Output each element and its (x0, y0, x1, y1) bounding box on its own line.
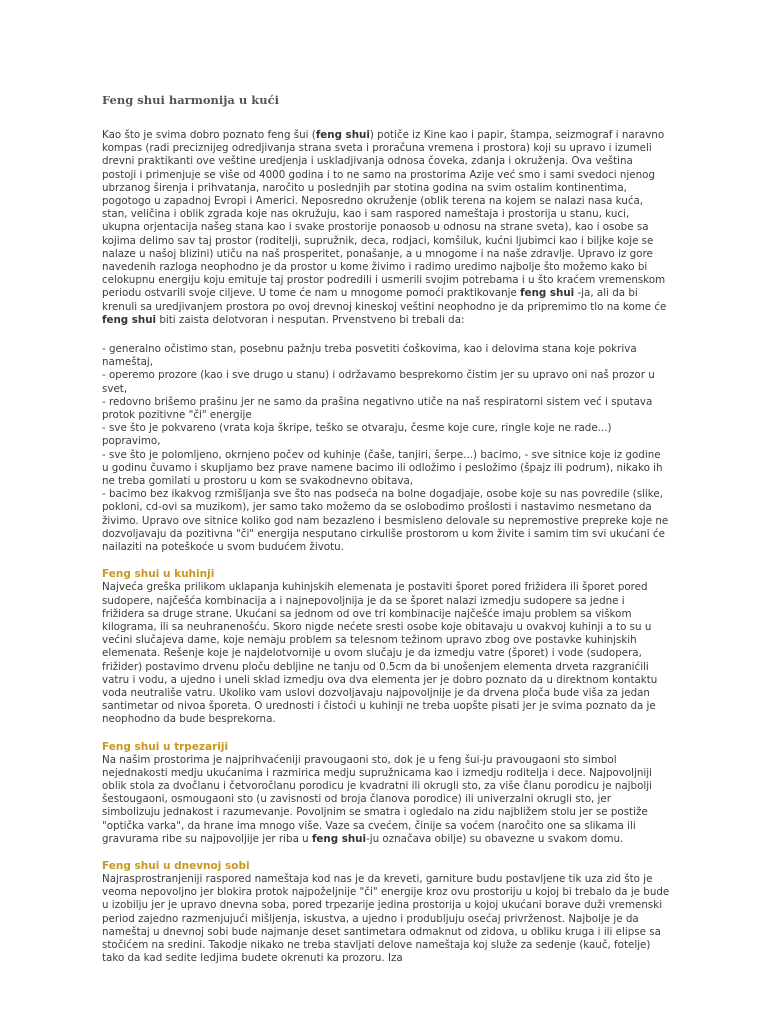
intro-bold-3: feng shui (102, 313, 157, 326)
list-item: - operemo prozore (kao i sve drugo u stanu) i održavamo besprekorno čistim jer su upravo oni naš prozor u svet, (102, 369, 655, 395)
list-item: - bacimo bez ikakvog rzmišljanja sve što nas podseća na bolne dogadjaje, osobe koje su nas povredile (slike, pokloni, cd-ovi sa muzikom), jer samo tako možemo da se oslobodimo prošlosti i nastavimo nesmetano da živimo. Upravo ove sitnice koliko god nam bezazleno i besmisleno delovale su nepremostive prepreke koje ne dozvoljavaju da pozitivna "či" energija nesputano cirkuliše prostorom u kom živite i samim tim svi ukućani će nailaziti na poteškoće u svom budućem životu. (102, 488, 669, 554)
dining-text-1: Na našim prostorima je najprihvaćeniji pravougaoni sto, dok je u feng šui-ju pravougaoni sto simbol nejednakosti medju ukućanima i razmirica medju supružnicama kao i izmedju roditelja i dece. Najpovoljniji oblik stola za dvočlanu i četvoročlanu porodicu je kvadratni ili okrugli sto, za više članu porodicu je najbolji šestougaoni, osmougaoni sto (u zavisnosti od broja članova porodice) ili univerzalni okrugli sto, jer simbolizuju jednakost i razumevanje. Povoljnim se smatra i ogledalo na zidu najbližem stolu jer se postiže "optička varka", da hrane ima mnogo više. Vaze sa cvećem, činije sa voćem (naročito one sa slikama ili gravurama ribe su najpovoljije jer riba u (102, 753, 653, 845)
intro-text-4: biti zaista delotvoran i nesputan. Prvenstveno bi trebali da: (156, 313, 465, 326)
intro-bold-1: feng shui (315, 129, 370, 141)
section-body-dining (102, 754, 670, 846)
intro-text-1: Kao što je svima dobro poznato feng šui ( (102, 129, 316, 141)
section-heading-living-room: Feng shui u dnevnoj sobi (102, 859, 250, 872)
list-item: - sve što je pokvareno (vrata koja škripe, teško se otvaraju, česme koje cure, ringle koje ne rade...) popravimo, (102, 422, 612, 448)
list-item: - redovno brišemo prašinu jer ne samo da prašina negativno utiče na naš respiratorni sistem već i sputava protok pozitivne "či" energije (102, 395, 653, 422)
section-body-living-room: Najrasprostranjeniji raspored nameštaja kod nas je da kreveti, garniture budu postavljene tik uza zid što je veoma nepovoljno jer blokira protok najpoželjnije "či" energije kroz ovu prostoriju u kojoj bi trebalo da je bude u izobilju jer je upravo dnevna soba, pored trpezarije jedina prostorija u kojoj ukućani borave duži vremenski period zajedno razmenjujući mišljenja, iskustva, a ujedno i produbljuju osećaj privrženost. Najbolje je da nameštaj u dnevnoj sobi bude najmanje deset santimetara odmaknut od zidova, u obliku kruga i ili elipse sa stočićem na sredini. Takodje nikako ne treba stavljati delove nameštaja koj služe za sedenje (kauč, fotelje) tako da kad sedite ledjima budete okrenuti ka prozoru. Iza (102, 872, 670, 965)
list-item: - generalno očistimo stan, posebnu pažnju treba posvetiti ćoškovima, kao i delovima stana koje pokriva nameštaj, (102, 343, 637, 369)
section-heading-dining: Feng shui u trpezariji (102, 740, 229, 753)
section-heading-kitchen: Feng shui u kuhinji (102, 568, 215, 581)
section-body-kitchen: Najveća greška prilikom uklapanja kuhinjskih elemenata je postaviti šporet pored frižidera ili šporet pored sudopere, najčešća kombinacija a i najnepovoljnija je da se šporet nalazi izmedju sudopere sa jedne i frižidera sa druge strane. Ukućani sa jednom od ove tri kombinacije najčešće imaju problem sa viškom kilograma, ili sa neuhranenošću. Skoro nigde nećete sresti osobe koje obitavaju u ovakvoj kuhinji a to su u većini slučajeva dame, koje nemaju problem sa telesnom težinom upravo zbog ove postavke kuhinjskih elemenata. Rešenje koje je najdelotvornije u ovom slučaju je da izmedju vatre (šporet) i vode (sudopera, frižider) postavimo drvenu ploču debljine ne tanju od 0.5cm da bi unošenjem elementa drveta razgranićili vatru i vodu, a ujedno i uneli sklad izmedju ova dva elementa jer je dobro poznato da u direktnom kontaktu voda neutrališe vatru. Ukoliko vam uslovi dozvoljavaju najpovoljnije je da drvena ploča bude viša za jedan santimetar od nivoa šporeta. O urednosti i čistoći u kuhinji ne treba uopšte pisati jer je svima poznato da je neophodno da bude besprekorna. (102, 581, 658, 726)
list-item: - sve što je polomljeno, okrnjeno počev od kuhinje (čaše, tanjiri, šerpe...) bacimo, - sve sitnice koje iz godine u godinu čuvamo i skupljamo bez prave namene bacimo ili odložimo i pesložimo (špajz ili podrum), nikako ih ne treba gomilati u prostoru u kom se svakodnevno obitava, (102, 448, 663, 488)
cleaning-list (102, 343, 670, 554)
document-title: Feng shui harmonija u kući (102, 93, 279, 107)
dining-text-2: -ju označava obilje) su obavezne u svakom domu. (366, 832, 624, 845)
intro-paragraph (102, 129, 670, 327)
dining-bold: feng shui (311, 832, 367, 845)
intro-text-2: ) potiče iz Kine kao i papir, štampa, seizmograf i naravno kompas (radi preciznijeg odredjivanja strana sveta i proračuna vremena i prostora) koji su upravo i izumeli drevni praktikanti ove veštine uredjenja i uskladjivanja odnosa čoveka, zdanja i okruženja. Ova veština postoji i primenjuje se više od 4000 godina i to ne samo na prostorima Azije već smo i sami svedoci njenog ubrzanog širenja i prihvatanja, naročito u poslednjih par stotina godina na svim ostalim kontinentima, pogotogo u zapadnoj Evropi i Americi. Neposredno okruženje (oblik terena na kojem se nalazi nasa kuća, stan, veličina i oblik zgrada koje nas okružuju, kao i sam raspored nameštaja i prostorija u stanu, kuci, ukupna orjentacija našeg stana kao i svake prostorije ponaosob u odnosu na strane sveta), kao i osobe sa kojima delimo sav taj prostor (roditelji, supružnik, deca, rodjaci, komšiluk, kućni ljubimci kao i biljke koje se nalaze u našoj blizini) utiču na naš prosperitet, ponašanje, a u mnogome i na naše zdravlje. Upravo iz gore navedenih razloga neophodno je da prostor u kome živimo i radimo uredimo najbolje što možemo kako bi celokupnu energiju koju emituje taj prostor podredili i usmerili svojim potrebama i u što kraćem vremenskom periodu ostvarili svoje ciljeve. U tome će nam u mnogome pomoći praktikovanje (102, 129, 666, 300)
intro-bold-2: feng shui (520, 287, 575, 300)
intro-text-3: -ja, ali da bi krenuli sa uredjivanjem prostora po ovoj drevnoj kineskoj veštini neophodno je da pripremimo tlo na kome će (102, 287, 667, 313)
